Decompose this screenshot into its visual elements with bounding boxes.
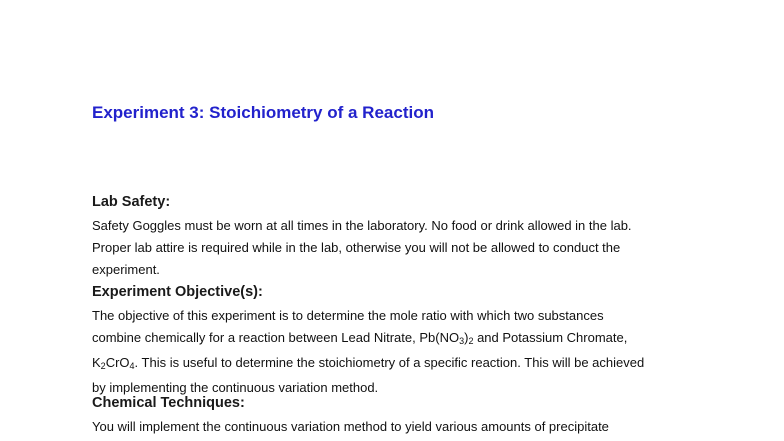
chromate-subscript: 4 (129, 361, 135, 371)
objective-line-2-paren: ) (464, 330, 469, 345)
nitrate-subscript: 3 (459, 336, 465, 346)
objective-heading: Experiment Objective(s): (92, 284, 263, 300)
objective-line-2 (92, 327, 712, 352)
objective-line-4: by implementing the continuous variation method. (92, 380, 379, 395)
lab-safety-heading: Lab Safety: (92, 194, 171, 210)
lab-safety-line-1: Safety Goggles must be worn at all times in the laboratory. No food or drink allowed in the lab. (92, 218, 632, 233)
potassium-symbol: K (92, 355, 101, 370)
lab-safety-paragraph (92, 215, 712, 281)
chromate-symbol: CrO (105, 355, 130, 370)
objective-line-2-text: combine chemically for a reaction between Lead Nitrate, Pb(NO (92, 330, 460, 345)
objective-paragraph (92, 305, 712, 399)
lab-safety-line-2: Proper lab attire is required while in the lab, otherwise you will not be allowed to conduct the (92, 240, 621, 255)
techniques-paragraph (92, 416, 712, 438)
document-title: Experiment 3: Stoichiometry of a Reaction (92, 103, 434, 122)
techniques-line-1: You will implement the continuous variation method to yield various amounts of precipitate (92, 419, 609, 434)
lab-safety-line-3: experiment. (92, 262, 160, 277)
techniques-heading: Chemical Techniques: (92, 395, 245, 411)
lead-nitrate-subscript: 2 (468, 336, 474, 346)
potassium-subscript: 2 (100, 361, 106, 371)
objective-line-3-end: . This is useful to determine the stoichiometry of a specific reaction. This will be achieved (134, 355, 645, 370)
objective-line-3 (92, 352, 712, 377)
objective-line-2-end: and Potassium Chromate, (473, 330, 628, 345)
objective-line-1: The objective of this experiment is to determine the mole ratio with which two substances (92, 308, 604, 323)
